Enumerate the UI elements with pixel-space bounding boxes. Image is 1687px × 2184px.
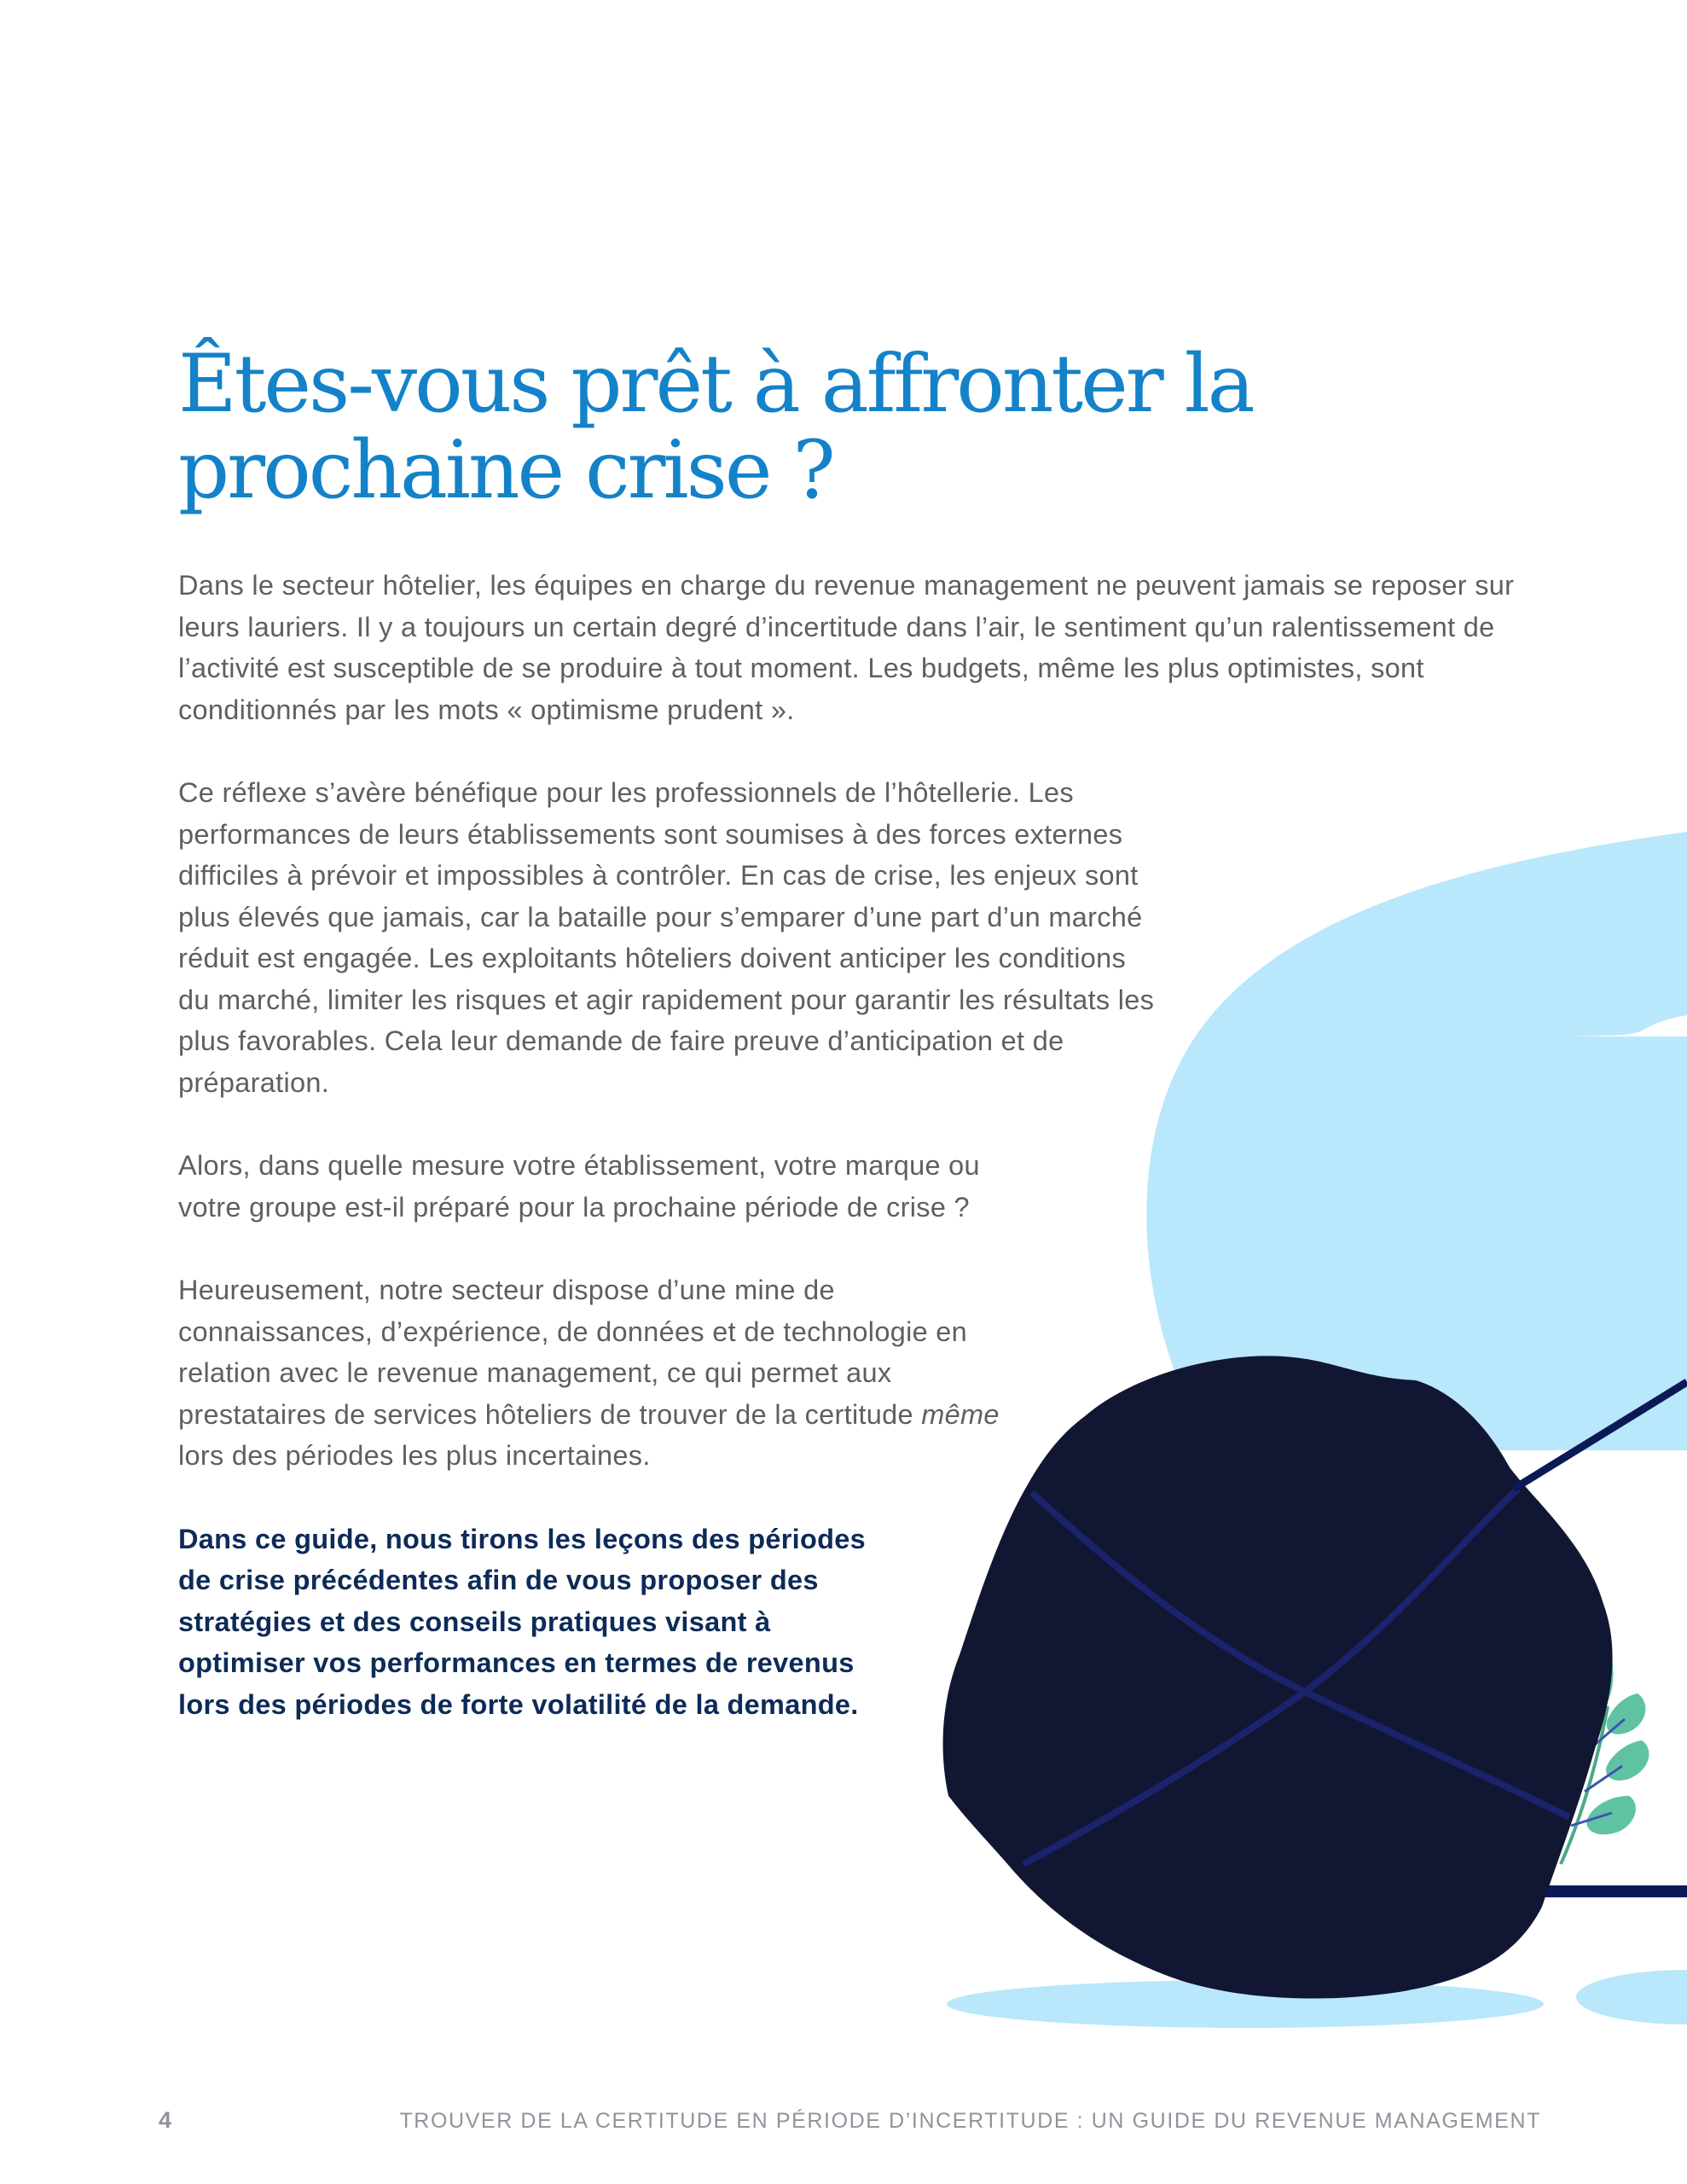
intro-paragraph: Dans le secteur hôtelier, les équipes en charge du revenue management ne peuvent jamais se reposer sur leurs lauriers. Il y a toujours un certain degré d’incertitude dans l’air, le sentiment qu’un ralentissement de l’activité est susceptible de se produire à tout moment. Les budgets, même les plus optimistes, sont conditionnés par les mots « optimisme prudent ». (178, 570, 1515, 725)
running-footer-title: TROUVER DE LA CERTITUDE EN PÉRIODE D’INCERTITUDE : UN GUIDE DU REVENUE MANAGEMENT (399, 2109, 1541, 2133)
body-paragraph-4-part-1: Heureusement, notre secteur dispose d’une mine de connaissances, d’expérience, de données et de technologie en relation avec le revenue management, ce qui permet aux prestataires de services hôteliers de trouver de la certitude (178, 1275, 968, 1430)
body-paragraph-4 (178, 1269, 1031, 1477)
body-paragraph-3: Alors, dans quelle mesure votre établissement, votre marque ou votre groupe est-il préparé pour la prochaine période de crise ? (178, 1150, 980, 1223)
page-title (178, 338, 1330, 517)
page-number: 4 (159, 2107, 172, 2133)
body-paragraph-4-part-2: lors des périodes les plus incertaines. (178, 1440, 651, 1471)
guide-summary-paragraph: Dans ce guide, nous tirons les leçons des périodes de crise précédentes afin de vous proposer des stratégies et des conseils pratiques visant à optimiser vos performances en termes de revenus lors des périodes de forte volatilité de la demande. (178, 1523, 867, 1720)
floor-shadow-right (1576, 1970, 1687, 2024)
body-paragraph-2: Ce réflexe s’avère bénéfique pour les professionnels de l’hôtellerie. Les performances de leurs établissements sont soumises à des forces externes difficiles à prévoir et impossibles à contrôler. En cas de crise, les enjeux sont plus élevés que jamais, car la bataille pour s’emparer d’une part d’un marché réduit est engagée. Les exploitants hôteliers doivent anticiper les conditions du marché, limiter les risques et agir rapidement pour garantir les résultats les plus favorables. Cela leur demande de faire preuve d’anticipation et de préparation. (178, 777, 1155, 1098)
main-content (178, 338, 1543, 1725)
ground-line (1545, 1885, 1687, 1897)
page-title-line-1: Êtes-vous prêt à affronter la (178, 338, 1253, 431)
body-paragraph-4-emphasis: même (921, 1398, 1000, 1430)
page-title-line-2: prochaine crise ? (178, 424, 833, 517)
